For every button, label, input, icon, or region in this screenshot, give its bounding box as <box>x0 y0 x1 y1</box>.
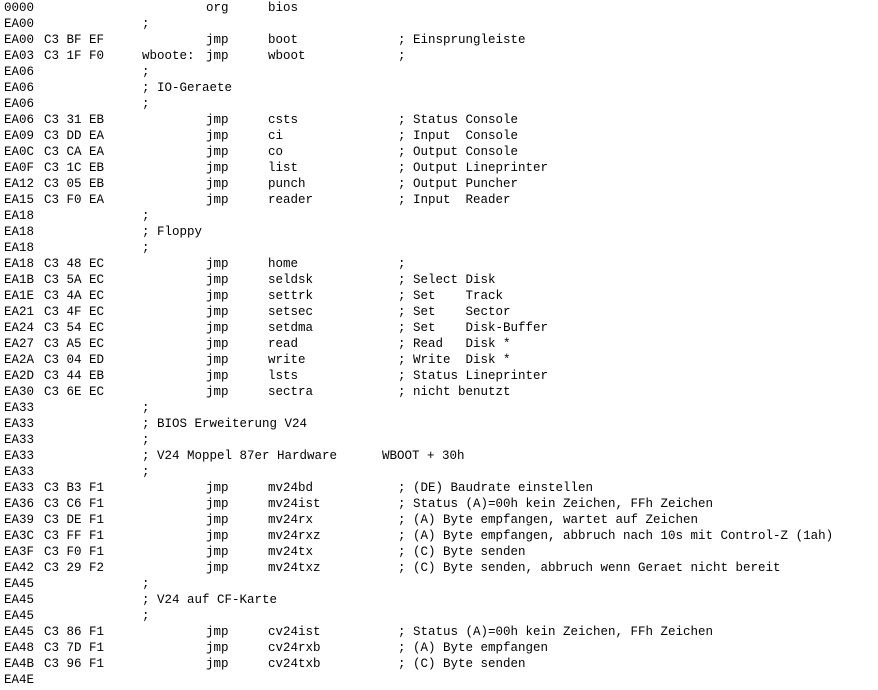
line-mnemonic: jmp <box>206 289 229 303</box>
line-address: EA45 <box>4 609 35 623</box>
listing-line <box>4 336 833 352</box>
listing-line <box>4 64 833 80</box>
line-mnemonic: jmp <box>206 257 229 271</box>
line-comment: ; Output Lineprinter <box>398 161 549 175</box>
line-address: EA0C <box>4 145 35 159</box>
line-operand: mv24txz <box>268 561 321 575</box>
listing-line <box>4 448 833 464</box>
line-address: EA4B <box>4 657 35 671</box>
line-opcode-bytes: C3 54 EC <box>44 321 105 335</box>
listing-line <box>4 544 833 560</box>
listing-line <box>4 432 833 448</box>
line-address: EA06 <box>4 113 35 127</box>
line-label: ; IO-Geraete <box>142 81 233 95</box>
line-label: ; Floppy <box>142 225 203 239</box>
line-label: ; <box>142 209 150 223</box>
line-label: ; <box>142 97 150 111</box>
line-address: EA18 <box>4 225 35 239</box>
line-address: EA45 <box>4 593 35 607</box>
line-mnemonic: jmp <box>206 625 229 639</box>
line-mnemonic: jmp <box>206 113 229 127</box>
listing-line <box>4 368 833 384</box>
line-mnemonic: jmp <box>206 513 229 527</box>
line-operand: mv24rx <box>268 513 314 527</box>
line-mnemonic: org <box>206 1 229 15</box>
line-operand: setdma <box>268 321 314 335</box>
line-mnemonic: jmp <box>206 321 229 335</box>
line-address: EA18 <box>4 257 35 271</box>
listing-line <box>4 320 833 336</box>
line-operand: csts <box>268 113 299 127</box>
line-address: EA18 <box>4 209 35 223</box>
listing-line <box>4 80 833 96</box>
line-label: ; <box>142 17 150 31</box>
line-label: ; <box>142 465 150 479</box>
line-address: EA15 <box>4 193 35 207</box>
line-mnemonic: jmp <box>206 657 229 671</box>
line-address: EA33 <box>4 465 35 479</box>
line-address: EA27 <box>4 337 35 351</box>
line-opcode-bytes: C3 7D F1 <box>44 641 105 655</box>
listing-line <box>4 272 833 288</box>
line-mnemonic: jmp <box>206 385 229 399</box>
listing-line <box>4 112 833 128</box>
listing-line <box>4 16 833 32</box>
listing-line <box>4 352 833 368</box>
listing-line <box>4 144 833 160</box>
listing-line <box>4 384 833 400</box>
line-comment: ; nicht benutzt <box>398 385 511 399</box>
listing-line <box>4 0 833 16</box>
line-comment: ; Output Console <box>398 145 519 159</box>
listing-line <box>4 48 833 64</box>
line-mnemonic: jmp <box>206 273 229 287</box>
line-operand: setsec <box>268 305 314 319</box>
line-mnemonic: jmp <box>206 193 229 207</box>
line-operand: wboot <box>268 49 306 63</box>
listing-line <box>4 192 833 208</box>
line-comment: ; (C) Byte senden, abbruch wenn Geraet nicht bereit <box>398 561 781 575</box>
line-operand: mv24ist <box>268 497 321 511</box>
listing-line <box>4 560 833 576</box>
line-operand: mv24rxz <box>268 529 321 543</box>
assembler-listing <box>4 0 833 688</box>
line-address: EA33 <box>4 417 35 431</box>
line-mnemonic: jmp <box>206 497 229 511</box>
line-mnemonic: jmp <box>206 529 229 543</box>
line-operand: co <box>268 145 284 159</box>
line-operand: punch <box>268 177 306 191</box>
line-opcode-bytes: C3 FF F1 <box>44 529 105 543</box>
line-opcode-bytes: C3 4A EC <box>44 289 105 303</box>
line-opcode-bytes: C3 86 F1 <box>44 625 105 639</box>
line-opcode-bytes: C3 05 EB <box>44 177 105 191</box>
listing-line <box>4 240 833 256</box>
listing-line <box>4 128 833 144</box>
line-operand: home <box>268 257 299 271</box>
line-operand: cv24ist <box>268 625 321 639</box>
line-address: EA03 <box>4 49 35 63</box>
line-address: EA30 <box>4 385 35 399</box>
line-opcode-bytes: C3 6E EC <box>44 385 105 399</box>
line-address: EA48 <box>4 641 35 655</box>
line-label: ; <box>142 65 150 79</box>
line-address: EA09 <box>4 129 35 143</box>
line-address: EA0F <box>4 161 35 175</box>
line-opcode-bytes: C3 F0 EA <box>44 193 105 207</box>
line-comment: ; (A) Byte empfangen <box>398 641 549 655</box>
line-opcode-bytes: C3 44 EB <box>44 369 105 383</box>
line-comment: ; (C) Byte senden <box>398 657 526 671</box>
line-operand: settrk <box>268 289 314 303</box>
line-operand: mv24bd <box>268 481 314 495</box>
line-comment: ; (A) Byte empfangen, wartet auf Zeichen <box>398 513 699 527</box>
line-mnemonic: jmp <box>206 129 229 143</box>
line-address: EA1B <box>4 273 35 287</box>
listing-line <box>4 224 833 240</box>
line-address: EA45 <box>4 625 35 639</box>
listing-line <box>4 480 833 496</box>
line-comment: ; Read Disk * <box>398 337 511 351</box>
listing-line <box>4 32 833 48</box>
line-operand: read <box>268 337 299 351</box>
line-address: EA45 <box>4 577 35 591</box>
listing-line <box>4 640 833 656</box>
line-label: ; <box>142 401 150 415</box>
line-address: EA3C <box>4 529 35 543</box>
line-operand: bios <box>268 1 299 15</box>
line-address: EA36 <box>4 497 35 511</box>
line-mnemonic: jmp <box>206 369 229 383</box>
listing-line <box>4 464 833 480</box>
listing-line <box>4 576 833 592</box>
line-operand: reader <box>268 193 314 207</box>
line-comment: ; Select Disk <box>398 273 496 287</box>
line-mnemonic: jmp <box>206 305 229 319</box>
line-mnemonic: jmp <box>206 545 229 559</box>
line-operand: mv24tx <box>268 545 314 559</box>
line-address: EA06 <box>4 65 35 79</box>
line-comment: ; Status (A)=00h kein Zeichen, FFh Zeichen <box>398 497 714 511</box>
line-opcode-bytes: C3 29 F2 <box>44 561 105 575</box>
line-comment: ; Write Disk * <box>398 353 511 367</box>
line-label: wboote: <box>142 49 195 63</box>
line-opcode-bytes: C3 BF EF <box>44 33 105 47</box>
line-comment: ; <box>398 49 406 63</box>
line-mnemonic: jmp <box>206 337 229 351</box>
line-opcode-bytes: C3 1C EB <box>44 161 105 175</box>
line-label: ; BIOS Erweiterung V24 <box>142 417 308 431</box>
line-address: EA2A <box>4 353 35 367</box>
line-address: EA33 <box>4 449 35 463</box>
line-comment: ; (A) Byte empfangen, abbruch nach 10s mit Control-Z (1ah) <box>398 529 834 543</box>
line-opcode-bytes: C3 96 F1 <box>44 657 105 671</box>
line-opcode-bytes: C3 C6 F1 <box>44 497 105 511</box>
listing-line <box>4 624 833 640</box>
line-comment: ; Einsprungleiste <box>398 33 526 47</box>
line-address: EA00 <box>4 17 35 31</box>
line-address: EA24 <box>4 321 35 335</box>
line-mnemonic: jmp <box>206 145 229 159</box>
line-address: 0000 <box>4 1 35 15</box>
listing-line <box>4 496 833 512</box>
line-operand: cv24rxb <box>268 641 321 655</box>
line-label: ; V24 auf CF-Karte <box>142 593 278 607</box>
listing-line <box>4 672 833 688</box>
line-operand: ci <box>268 129 284 143</box>
line-label: ; <box>142 433 150 447</box>
line-address: EA1E <box>4 289 35 303</box>
line-opcode-bytes: C3 DE F1 <box>44 513 105 527</box>
listing-line <box>4 208 833 224</box>
line-label: ; <box>142 241 150 255</box>
line-address: EA3F <box>4 545 35 559</box>
line-opcode-bytes: C3 4F EC <box>44 305 105 319</box>
line-mnemonic: jmp <box>206 33 229 47</box>
line-address: EA4E <box>4 673 35 687</box>
line-address: EA33 <box>4 433 35 447</box>
line-opcode-bytes: C3 1F F0 <box>44 49 105 63</box>
listing-line <box>4 528 833 544</box>
line-address: EA12 <box>4 177 35 191</box>
line-mnemonic: jmp <box>206 561 229 575</box>
line-address: EA06 <box>4 81 35 95</box>
line-opcode-bytes: C3 F0 F1 <box>44 545 105 559</box>
line-mnemonic: jmp <box>206 161 229 175</box>
line-address: EA18 <box>4 241 35 255</box>
line-comment: ; Status Console <box>398 113 519 127</box>
listing-line <box>4 512 833 528</box>
line-address: EA39 <box>4 513 35 527</box>
line-opcode-bytes: C3 CA EA <box>44 145 105 159</box>
line-comment: ; Set Disk-Buffer <box>398 321 549 335</box>
listing-line <box>4 160 833 176</box>
line-opcode-bytes: C3 DD EA <box>44 129 105 143</box>
listing-line <box>4 176 833 192</box>
line-comment: ; Status Lineprinter <box>398 369 549 383</box>
line-opcode-bytes: C3 04 ED <box>44 353 105 367</box>
listing-line <box>4 592 833 608</box>
line-comment: ; Set Sector <box>398 305 511 319</box>
listing-line <box>4 416 833 432</box>
line-operand: list <box>268 161 299 175</box>
line-operand: cv24txb <box>268 657 321 671</box>
line-address: EA33 <box>4 481 35 495</box>
line-operand: sectra <box>268 385 314 399</box>
line-address: EA06 <box>4 97 35 111</box>
line-operand: seldsk <box>268 273 314 287</box>
line-opcode-bytes: C3 31 EB <box>44 113 105 127</box>
line-mnemonic: jmp <box>206 177 229 191</box>
listing-line <box>4 96 833 112</box>
line-comment: ; (DE) Baudrate einstellen <box>398 481 594 495</box>
listing-line <box>4 608 833 624</box>
line-operand: lsts <box>268 369 299 383</box>
line-address: EA33 <box>4 401 35 415</box>
line-operand: write <box>268 353 306 367</box>
line-comment: ; Input Console <box>398 129 519 143</box>
listing-line <box>4 656 833 672</box>
line-comment: ; Input Reader <box>398 193 511 207</box>
listing-line <box>4 256 833 272</box>
listing-line <box>4 400 833 416</box>
line-comment: ; Output Puncher <box>398 177 519 191</box>
line-comment: ; Status (A)=00h kein Zeichen, FFh Zeichen <box>398 625 714 639</box>
listing-line <box>4 304 833 320</box>
line-comment: ; (C) Byte senden <box>398 545 526 559</box>
line-address: EA00 <box>4 33 35 47</box>
line-label: ; V24 Moppel 87er Hardware WBOOT + 30h <box>142 449 465 463</box>
line-address: EA42 <box>4 561 35 575</box>
line-mnemonic: jmp <box>206 49 229 63</box>
line-comment: ; Set Track <box>398 289 504 303</box>
line-address: EA2D <box>4 369 35 383</box>
line-label: ; <box>142 577 150 591</box>
line-operand: boot <box>268 33 299 47</box>
line-mnemonic: jmp <box>206 481 229 495</box>
line-opcode-bytes: C3 B3 F1 <box>44 481 105 495</box>
line-address: EA21 <box>4 305 35 319</box>
listing-line <box>4 288 833 304</box>
line-comment: ; <box>398 257 406 271</box>
line-opcode-bytes: C3 A5 EC <box>44 337 105 351</box>
line-mnemonic: jmp <box>206 353 229 367</box>
line-mnemonic: jmp <box>206 641 229 655</box>
line-label: ; <box>142 609 150 623</box>
line-opcode-bytes: C3 48 EC <box>44 257 105 271</box>
line-opcode-bytes: C3 5A EC <box>44 273 105 287</box>
